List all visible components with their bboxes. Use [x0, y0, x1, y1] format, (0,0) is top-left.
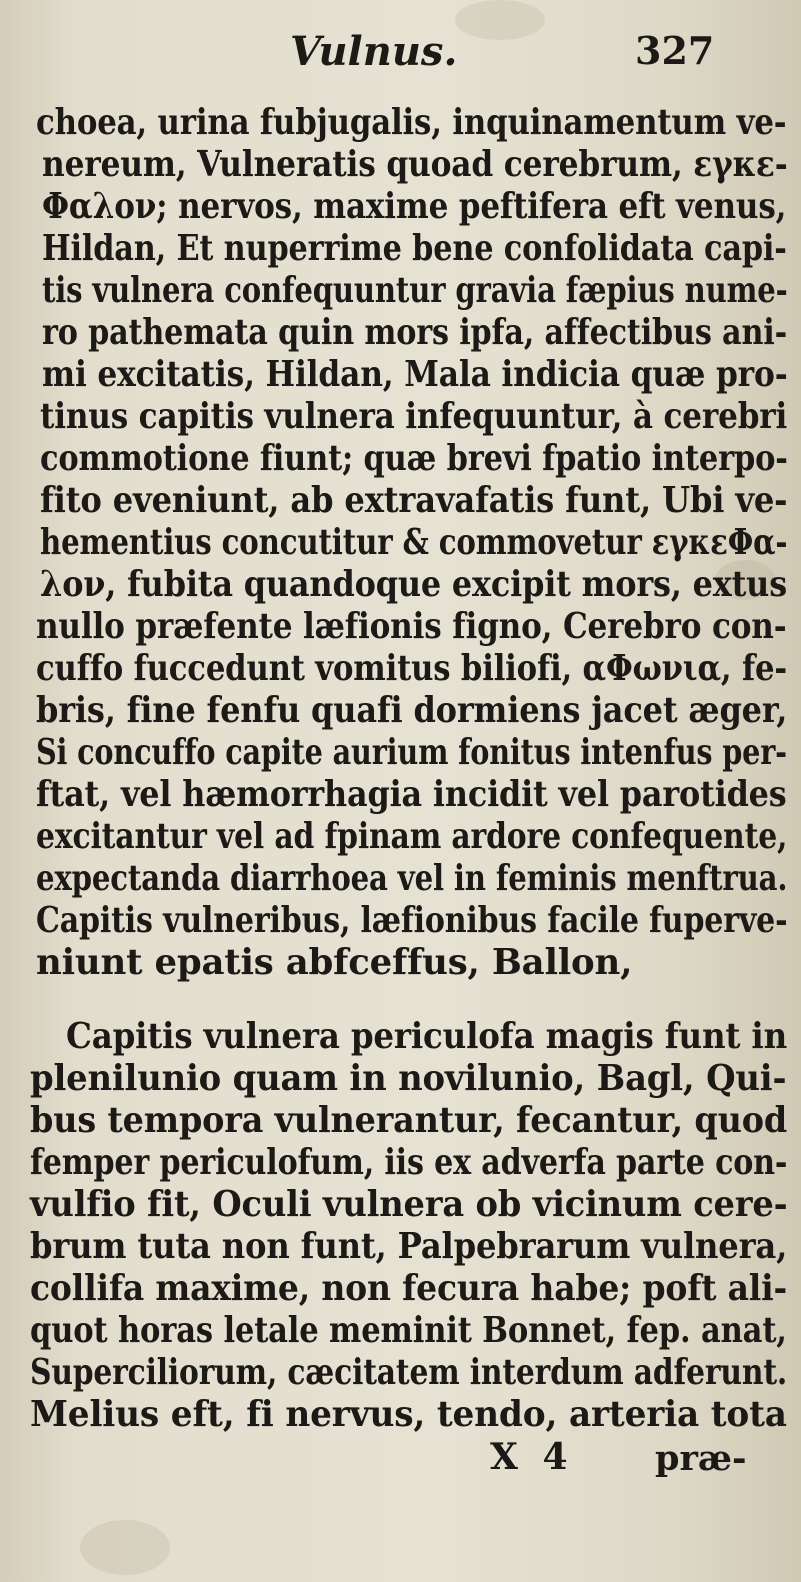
text-line: expectanda diarrhoea vel in feminis menftrua. — [36, 858, 788, 899]
text-line: Superciliorum, cæcitatem interdum adferunt. — [30, 1352, 788, 1393]
text-line: Capitis vulnera periculofa magis funt in — [66, 1016, 788, 1057]
text-line: λον, fubita quandoque excipit mors, extus — [40, 564, 787, 605]
text-line: femper periculofum, iis ex adverfa parte con- — [30, 1142, 788, 1183]
text-line: ftat, vel hæmorrhagia incidit vel parotides — [36, 774, 787, 815]
text-line: fito eveniunt, ab extravafatis funt, Ubi ve- — [40, 480, 788, 521]
text-line: bris, fine fenfu quafi dormiens jacet æger, — [36, 690, 788, 731]
text-line: Si concuffo capite aurium fonitus intenfus per- — [36, 732, 787, 773]
text-line: bus tempora vulnerantur, fecantur, quod — [30, 1100, 788, 1141]
text-line: quot horas letale meminit Bonnet, fep. anat, — [30, 1310, 787, 1351]
text-line: hementius concutitur & commovetur εγκεΦα- — [40, 522, 788, 563]
text-line: commotione fiunt; quæ brevi fpatio interpo- — [40, 438, 788, 479]
text-line: choea, urina fubjugalis, inquinamentum ve- — [36, 102, 787, 143]
text-line: collifa maxime, non fecura habe; poft ali- — [30, 1268, 788, 1309]
text-line: vulfio fit, Oculi vulnera ob vicinum cere- — [30, 1184, 788, 1225]
text-line: ro pathemata quin mors ipfa, affectibus ani- — [42, 312, 787, 353]
text-line: nereum, Vulneratis quoad cerebrum, εγκε- — [42, 144, 788, 185]
text-line: nullo præfente læfionis figno, Cerebro con- — [36, 606, 787, 647]
text-line: plenilunio quam in novilunio, Bagl, Qui- — [30, 1058, 787, 1099]
text-line: cuffo fuccedunt vomitus biliofi, αΦωνια, fe- — [36, 648, 787, 689]
page-number: 327 — [635, 28, 715, 73]
text-line: Melius eft, fi nervus, tendo, arteria tota — [30, 1394, 787, 1435]
text-line: Φαλον; nervos, maxime peftifera eft venus, — [42, 186, 787, 227]
text-line: brum tuta non funt, Palpebrarum vulnera, — [30, 1226, 788, 1267]
text-line: Hildan, Et nuperrime bene confolidata capi- — [42, 228, 787, 269]
text-line: mi excitatis, Hildan, Mala indicia quæ pro- — [42, 354, 788, 395]
text-line: tis vulnera confequuntur gravia fæpius nume- — [42, 270, 788, 311]
signature-mark: X 4 — [490, 1436, 574, 1478]
text-line: excitantur vel ad fpinam ardore confequente, — [36, 816, 788, 857]
running-head: Vulnus. — [290, 28, 458, 75]
catchword: præ- — [655, 1438, 747, 1479]
text-line: Capitis vulneribus, læfionibus facile fuperve- — [36, 900, 788, 941]
text-line: tinus capitis vulnera infequuntur, à cerebri — [40, 396, 788, 437]
text-line: niunt epatis abfceffus, Ballon, — [36, 942, 633, 983]
page-header — [0, 22, 801, 82]
